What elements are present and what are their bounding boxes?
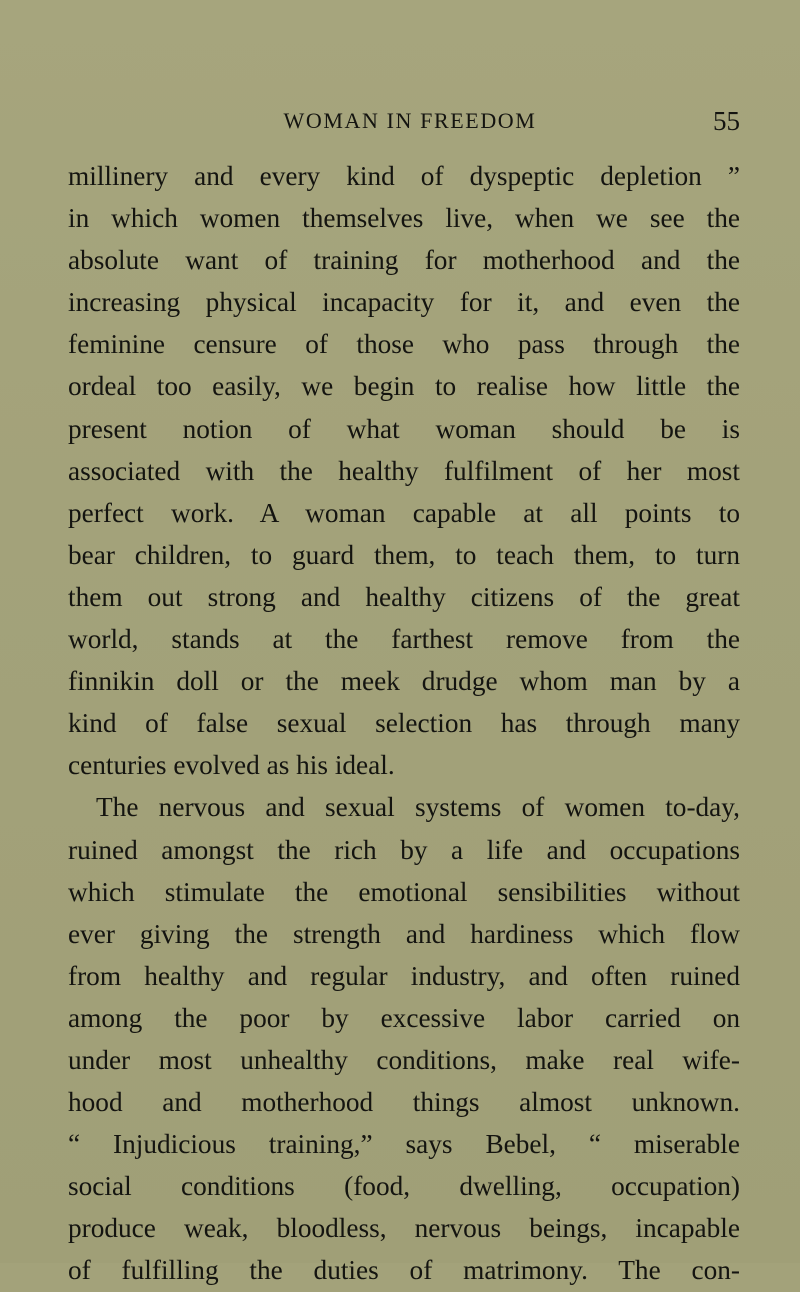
text-line: which stimulate the emotional sensibilities without — [68, 876, 740, 907]
text-line: increasing physical incapacity for it, and even the — [68, 287, 740, 318]
text-line: ever giving the strength and hardiness which flow — [68, 918, 740, 949]
text-line: among the poor by excessive labor carried on — [68, 1002, 740, 1033]
text-line: hood and motherhood things almost unknown. — [68, 1087, 740, 1118]
text-line: associated with the healthy fulfilment of her most — [68, 455, 740, 486]
text-line: “ Injudicious training,” says Bebel, “ miserable — [68, 1129, 740, 1160]
text-line: ruined amongst the rich by a life and occupations — [68, 834, 740, 865]
page-number: 55 — [713, 106, 740, 136]
text-line: absolute want of training for motherhood and the — [68, 245, 740, 276]
running-head — [68, 108, 740, 142]
text-line: finnikin doll or the meek drudge whom man by a — [68, 666, 740, 697]
text-line: world, stands at the farthest remove from the — [68, 624, 740, 655]
text-line: from healthy and regular industry, and often ruined — [68, 960, 740, 991]
text-line: under most unhealthy conditions, make real wife- — [68, 1044, 740, 1075]
text-line: ordeal too easily, we begin to realise how little the — [68, 371, 740, 402]
paragraph-start-line: The nervous and sexual systems of women to-day, — [96, 792, 740, 823]
text-line: present notion of what woman should be is — [68, 413, 740, 444]
text-line: feminine censure of those who pass through the — [68, 329, 740, 360]
text-line: kind of false sexual selection has through many — [68, 708, 740, 739]
text-line: bear children, to guard them, to teach them, to turn — [68, 539, 740, 570]
body-text — [68, 155, 740, 1292]
paragraph-end-line: centuries evolved as his ideal. — [68, 750, 395, 781]
text-line: produce weak, bloodless, nervous beings, incapable — [68, 1213, 740, 1244]
text-line: them out strong and healthy citizens of the great — [68, 581, 740, 612]
text-line: in which women themselves live, when we see the — [68, 203, 740, 234]
text-line: social conditions (food, dwelling, occupation) — [68, 1171, 740, 1202]
running-title: WOMAN IN FREEDOM — [283, 108, 537, 133]
text-line: millinery and every kind of dyspeptic depletion ” — [68, 161, 740, 191]
text-line: perfect work. A woman capable at all points to — [68, 497, 740, 528]
text-line: of fulfilling the duties of matrimony. The con- — [68, 1255, 740, 1286]
